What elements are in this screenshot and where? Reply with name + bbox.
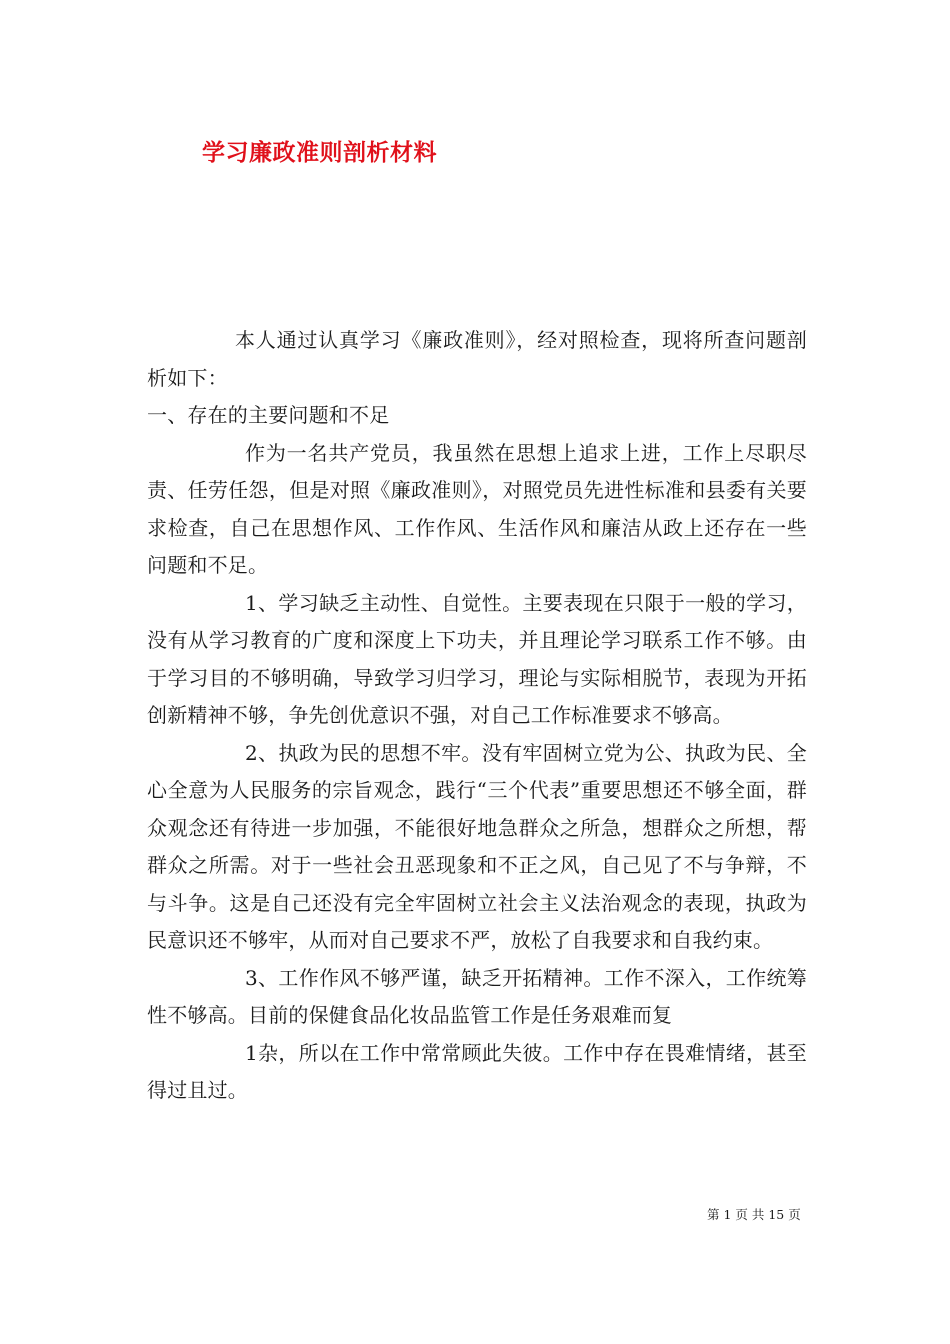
- paragraph-continuation: 1杂，所以在工作中常常顾此失彼。工作中存在畏难情绪，甚至得过且过。: [147, 1040, 807, 1102]
- problem-item-3: 3、工作作风不够严谨，缺乏开拓精神。工作不深入，工作统筹性不够高。目前的保健食品化妆品监管工作是任务艰难而复: [147, 965, 807, 1027]
- problem-item-1: 1、学习缺乏主动性、自觉性。主要表现在只限于一般的学习，没有从学习教育的广度和深度上下功夫，并且理论学习联系工作不够。由于学习目的不够明确，导致学习归学习，理论与实际相脱节，表现为开拓创新精神不够，争先创优意识不强，对自己工作标准要求不够高。: [147, 590, 807, 727]
- document-title: 学习廉政准则剖析材料: [202, 140, 437, 166]
- paragraph: 作为一名共产党员，我虽然在思想上追求上进，工作上尽职尽责、任劳任怨，但是对照《廉政准则》，对照党员先进性标准和县委有关要求检查，自己在思想作风、工作作风、生活作风和廉洁从政上还存在一些问题和不足。: [147, 440, 807, 577]
- section-heading: 一、存在的主要问题和不足: [147, 403, 390, 427]
- problem-item-2: 2、执政为民的思想不牢。没有牢固树立党为公、执政为民、全心全意为人民服务的宗旨观念，践行“三个代表”重要思想还不够全面，群众观念还有待进一步加强，不能很好地急群众之所急，想群众之所想，帮群众之所需。对于一些社会丑恶现象和不正之风，自己见了不与争辩，不与斗争。这是自己还没有完全牢固树立社会主义法治观念的表现，执政为民意识还不够牢，从而对自己要求不严，放松了自我要求和自我约束。: [147, 740, 807, 952]
- document-body: [147, 322, 807, 1110]
- page-number: 第 1 页 共 15 页: [707, 1207, 801, 1222]
- intro-paragraph: 本人通过认真学习《廉政准则》，经对照检查，现将所查问题剖析如下：: [147, 328, 807, 390]
